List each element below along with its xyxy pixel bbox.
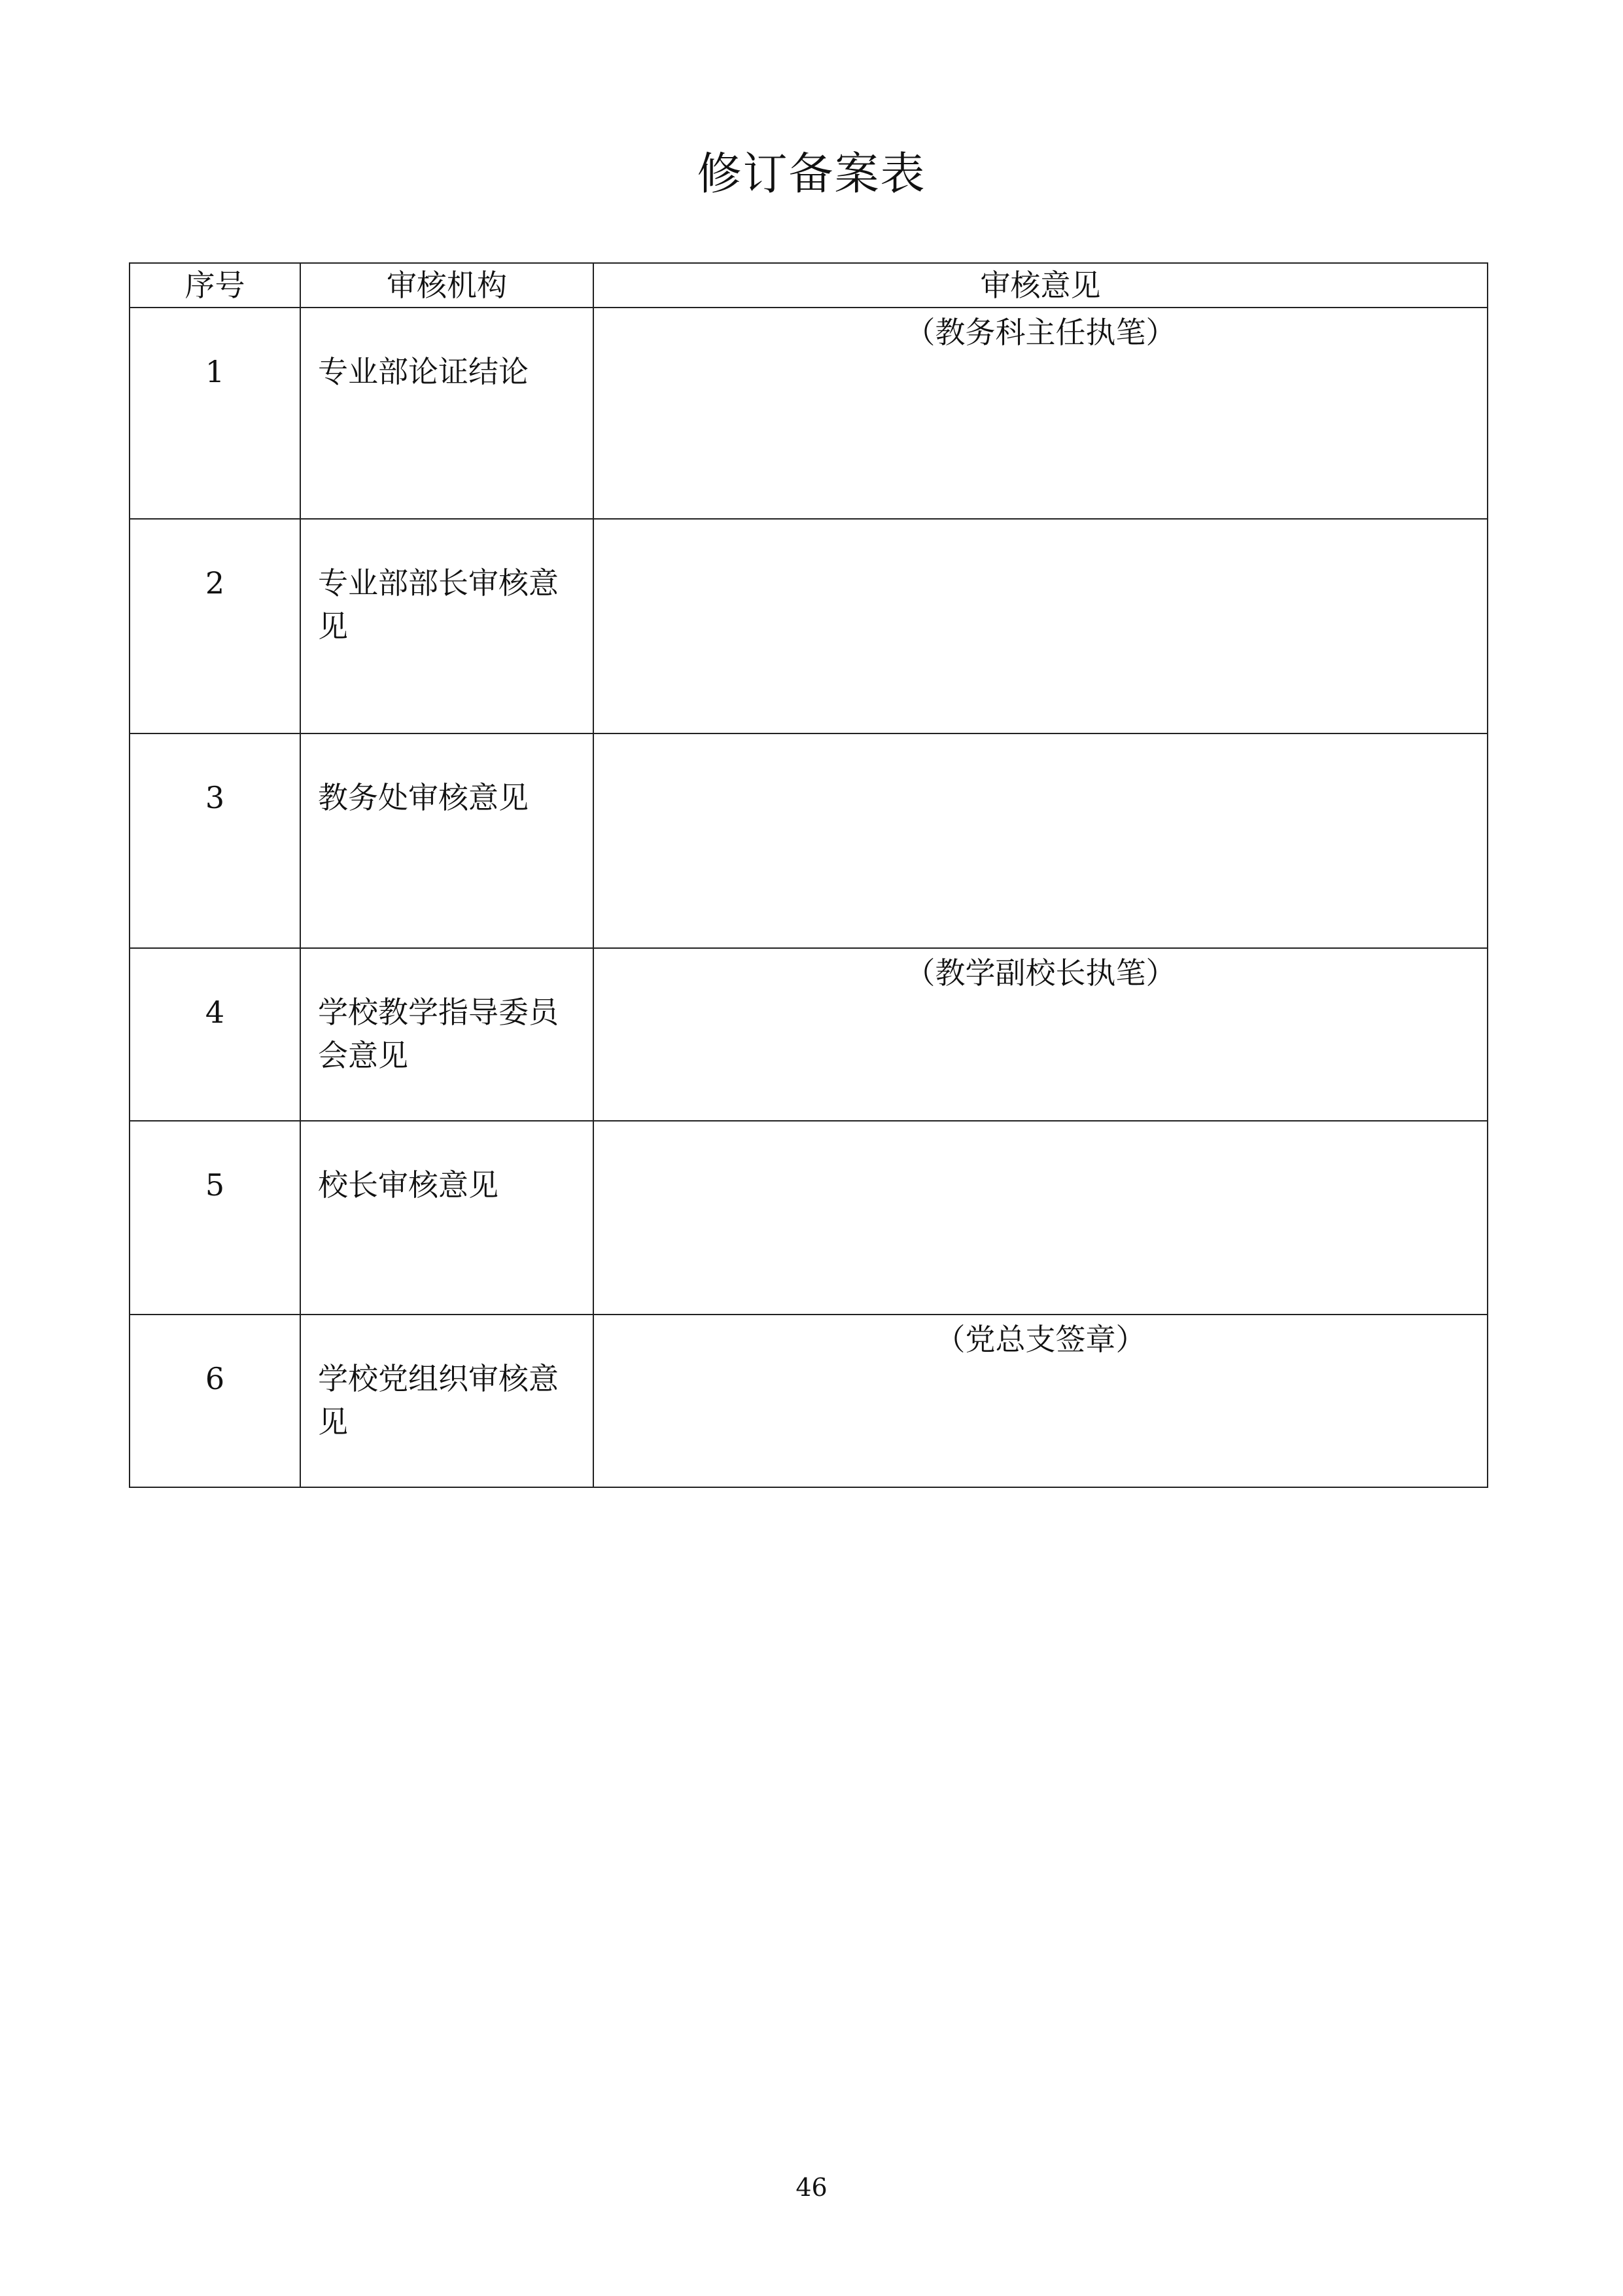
page-title: 修订备案表 bbox=[697, 149, 926, 200]
row-org-cell bbox=[300, 1121, 593, 1315]
row-org: 教务处审核意见 bbox=[318, 780, 529, 815]
row-no: 5 bbox=[205, 1167, 225, 1203]
row-opinion-cell[interactable] bbox=[593, 308, 1488, 519]
row-org: 校长审核意见 bbox=[318, 1167, 498, 1203]
row-no-cell bbox=[130, 948, 300, 1121]
row-no: 4 bbox=[205, 995, 225, 1030]
row-opinion-cell[interactable] bbox=[593, 948, 1488, 1121]
table-header-row bbox=[130, 263, 1488, 308]
row-no: 1 bbox=[205, 354, 225, 389]
table-row bbox=[130, 308, 1488, 519]
header-no: 序号 bbox=[130, 263, 300, 308]
table-row bbox=[130, 519, 1488, 733]
row-org-cell bbox=[300, 519, 593, 733]
row-opinion-cell[interactable] bbox=[593, 1315, 1488, 1487]
page-number: 46 bbox=[795, 2173, 828, 2202]
table-row bbox=[130, 1121, 1488, 1315]
row-no-cell bbox=[130, 308, 300, 519]
row-org: 专业部论证结论 bbox=[318, 354, 529, 389]
row-no-cell bbox=[130, 1121, 300, 1315]
row-org: 学校教学指导委员会意见 bbox=[318, 995, 559, 1073]
header-org: 审核机构 bbox=[300, 263, 593, 308]
row-org-cell bbox=[300, 733, 593, 948]
row-no: 2 bbox=[205, 565, 225, 601]
header-opinion: 审核意见 bbox=[593, 263, 1488, 308]
row-org-cell bbox=[300, 948, 593, 1121]
row-opinion-cell[interactable] bbox=[593, 519, 1488, 733]
row-opinion-note bbox=[594, 520, 1487, 522]
row-opinion-note: （教学副校长执笔） bbox=[905, 955, 1176, 991]
row-opinion-cell[interactable] bbox=[593, 733, 1488, 948]
row-opinion-note bbox=[594, 734, 1487, 737]
row-opinion-cell[interactable] bbox=[593, 1121, 1488, 1315]
row-no-cell bbox=[130, 1315, 300, 1487]
row-no: 6 bbox=[205, 1361, 225, 1396]
row-no-cell bbox=[130, 519, 300, 733]
row-org-cell bbox=[300, 1315, 593, 1487]
row-no: 3 bbox=[205, 780, 225, 815]
row-opinion-note: （教务科主任执笔） bbox=[905, 315, 1176, 350]
row-org-cell bbox=[300, 308, 593, 519]
table-row bbox=[130, 948, 1488, 1121]
revision-record-table bbox=[129, 262, 1488, 1488]
row-org: 专业部部长审核意见 bbox=[318, 565, 559, 644]
table-row bbox=[130, 1315, 1488, 1487]
table-row bbox=[130, 733, 1488, 948]
row-no-cell bbox=[130, 733, 300, 948]
row-org: 学校党组织审核意见 bbox=[318, 1361, 559, 1439]
row-opinion-note bbox=[594, 1122, 1487, 1124]
row-opinion-note: （党总支签章） bbox=[935, 1322, 1146, 1357]
